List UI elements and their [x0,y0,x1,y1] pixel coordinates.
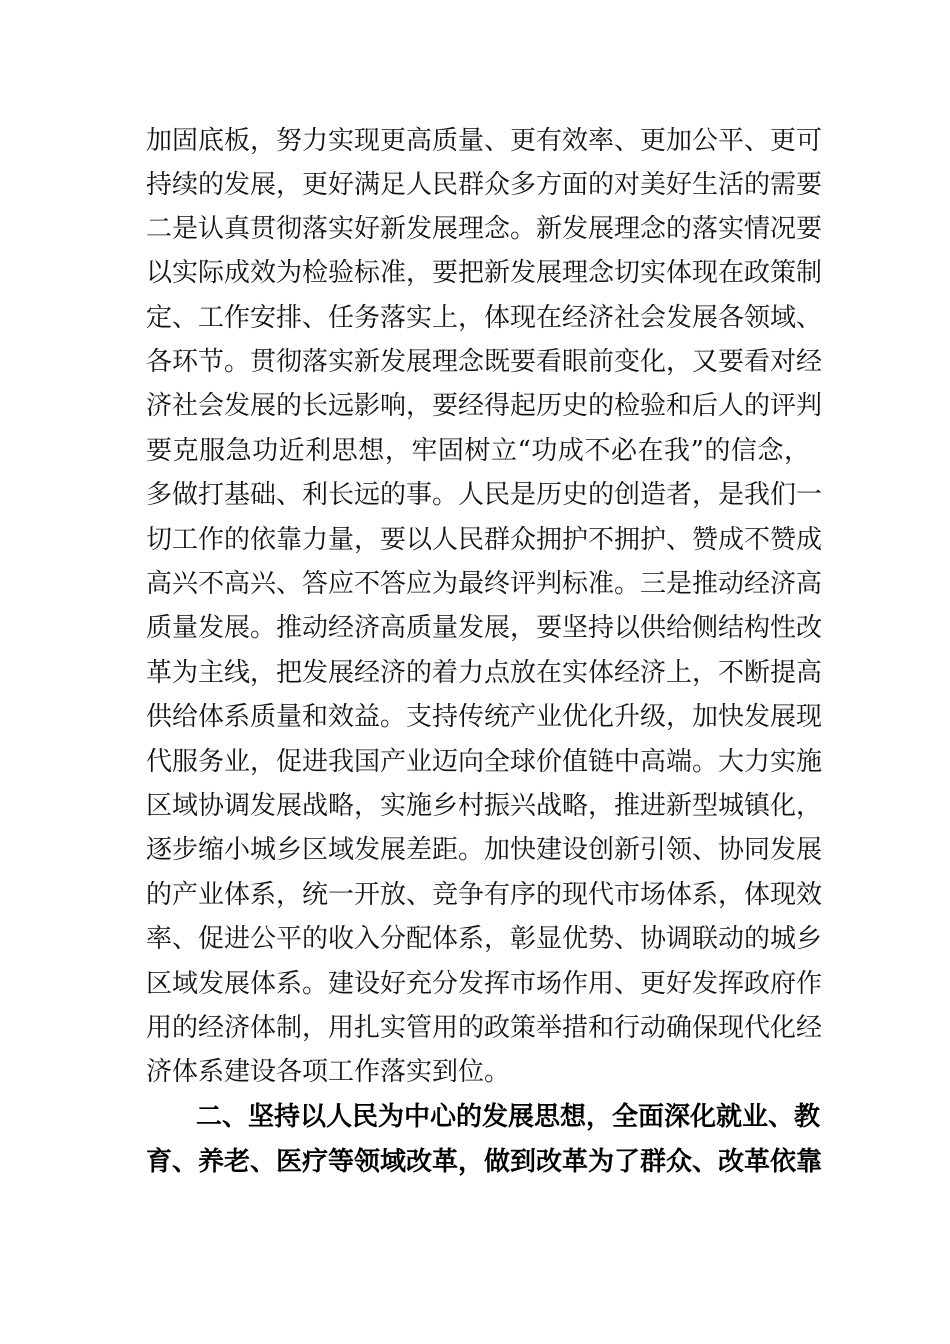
body-line: 逐步缩小城乡区域发展差距。加快建设创新引领、协同发展 [146,835,823,865]
body-line: 区域协调发展战略，实施乡村振兴战略，推进新型城镇化， [146,791,823,821]
body-line: 切工作的依靠力量，要以人民群众拥护不拥护、赞成不赞成 [146,525,823,555]
body-line: 要克服急功近利思想，牢固树立“功成不必在我”的信念， [146,436,810,466]
body-line: 代服务业，促进我国产业迈向全球价值链中高端。大力实施 [146,747,823,777]
body-line: 供给体系质量和效益。支持传统产业优化升级，加快发展现 [146,702,823,732]
body-line: 定、工作安排、任务落实上，体现在经济社会发展各领域、 [146,303,823,333]
body-line: 济社会发展的长远影响，要经得起历史的检验和后人的评判 [146,391,823,421]
body-line: 济体系建设各项工作落实到位。 [146,1057,511,1087]
body-line: 以实际成效为检验标准，要把新发展理念切实体现在政策制 [146,258,823,288]
body-line: 高兴不高兴、答应不答应为最终评判标准。三是推动经济高 [146,569,823,599]
body-line: 的产业体系，统一开放、竞争有序的现代市场体系，体现效 [146,880,823,910]
section-heading-line: 二、坚持以人民为中心的发展思想，全面深化就业、教 [196,1102,821,1132]
body-line: 质量发展。推动经济高质量发展，要坚持以供给侧结构性改 [146,613,823,643]
body-line: 加固底板，努力实现更高质量、更有效率、更加公平、更可 [146,126,823,156]
body-line: 多做打基础、利长远的事。人民是历史的创造者，是我们一 [146,480,823,510]
body-line: 区域发展体系。建设好充分发挥市场作用、更好发挥政府作 [146,969,823,999]
body-line: 各环节。贯彻落实新发展理念既要看眼前变化，又要看对经 [146,347,823,377]
section-heading-line: 育、养老、医疗等领域改革，做到改革为了群众、改革依靠 [146,1147,823,1177]
body-line: 持续的发展，更好满足人民群众多方面的对美好生活的需要 [146,170,823,200]
body-line: 率、促进公平的收入分配体系，彰显优势、协调联动的城乡 [146,924,823,954]
body-line: 用的经济体制，用扎实管用的政策举措和行动确保现代化经 [146,1013,823,1043]
body-line: 二是认真贯彻落实好新发展理念。新发展理念的落实情况要 [146,214,823,244]
body-line: 革为主线，把发展经济的着力点放在实体经济上，不断提高 [146,658,823,688]
